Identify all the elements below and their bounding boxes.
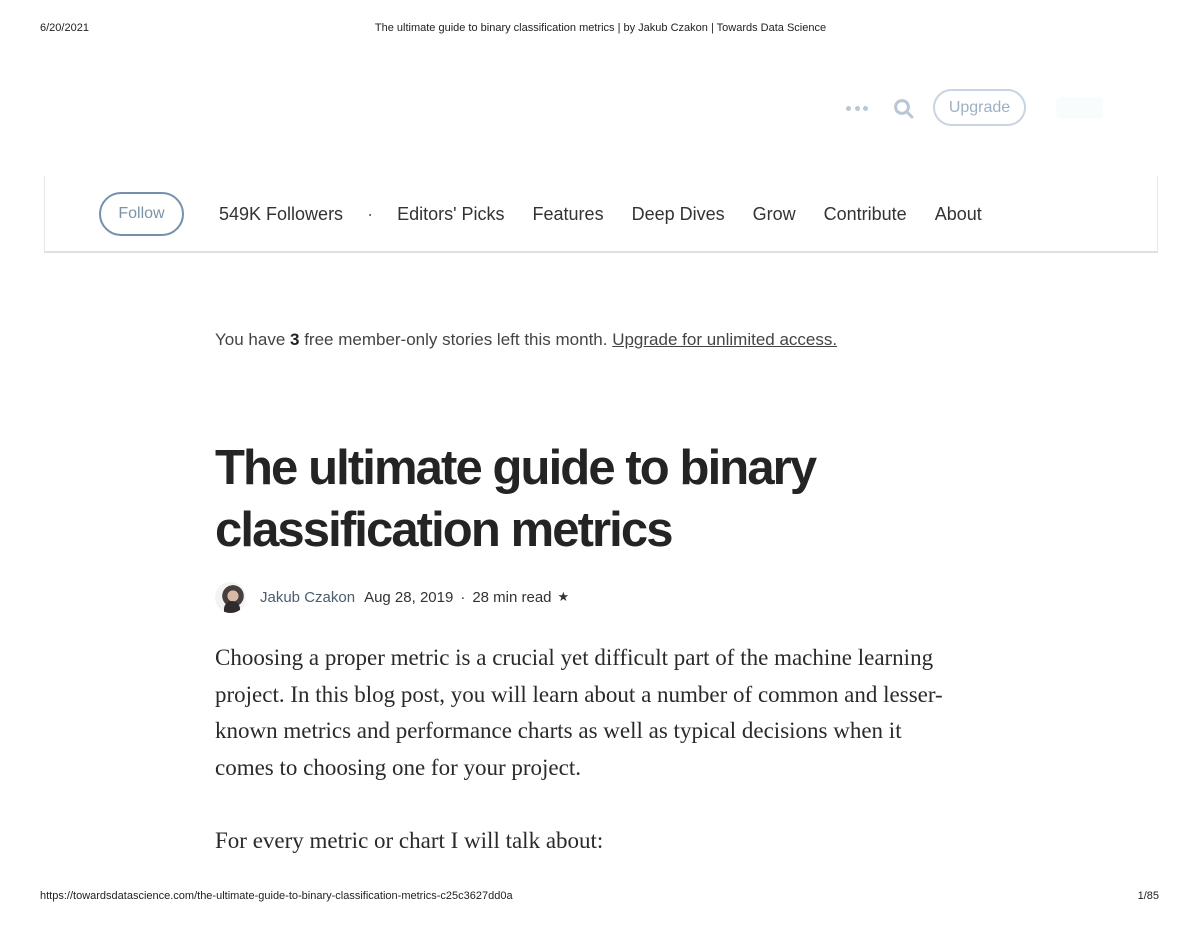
publish-date: Aug 28, 2019 <box>364 588 454 606</box>
member-notice-middle: free member-only stories left this month. <box>299 330 613 349</box>
read-time: 28 min read <box>472 588 552 606</box>
page-url: https://towardsdatascience.com/the-ultimate-guide-to-binary-classification-metrics-c25c3627dd0a <box>40 890 513 902</box>
upgrade-button[interactable]: Upgrade <box>933 89 1026 126</box>
article-title-line-1: The ultimate guide to binary <box>215 441 816 495</box>
publication-nav <box>44 176 1158 253</box>
print-title: The ultimate guide to binary classification metrics | by Jakub Czakon | Towards Data Science <box>374 22 827 34</box>
article-body <box>215 640 945 860</box>
page-number: 1/85 <box>1137 890 1159 902</box>
search-icon[interactable] <box>893 98 915 120</box>
more-dot-icon <box>855 106 860 111</box>
article-title <box>215 437 975 561</box>
more-dot-icon <box>846 106 851 111</box>
metrics-paragraph: For every metric or chart I will talk about: <box>215 828 604 853</box>
nav-separator: · <box>367 203 374 224</box>
member-notice-prefix: You have <box>215 330 290 349</box>
member-star-icon: ★ <box>557 589 570 604</box>
author-avatar[interactable] <box>215 582 246 613</box>
print-date: 6/20/2021 <box>40 22 89 34</box>
nav-link-contribute[interactable]: Contribute <box>823 203 907 224</box>
article-title-line-2: classification metrics <box>215 503 672 557</box>
byline-separator: · <box>460 588 466 606</box>
follow-button[interactable]: Follow <box>99 192 184 236</box>
article-byline <box>215 580 569 614</box>
author-link[interactable]: Jakub Czakon <box>260 588 356 606</box>
more-dot-icon <box>863 106 868 111</box>
profile-button[interactable] <box>1056 97 1103 119</box>
more-icon[interactable] <box>846 100 868 116</box>
free-stories-count: 3 <box>290 330 300 349</box>
nav-link-about[interactable]: About <box>934 203 982 224</box>
nav-link-deep-dives[interactable]: Deep Dives <box>631 203 725 224</box>
print-footer <box>0 890 1200 906</box>
nav-link-grow[interactable]: Grow <box>752 203 796 224</box>
intro-paragraph: Choosing a proper metric is a crucial yet difficult part of the machine learning project. In this blog post, you will learn about a number of common and lesser-known metrics and performance charts as well as typical decisions when it comes to choosing one for your project. <box>215 645 943 780</box>
top-actions <box>0 89 1200 127</box>
print-header <box>0 22 1200 38</box>
publication-links <box>219 202 982 226</box>
nav-link-features[interactable]: Features <box>532 203 604 224</box>
member-notice <box>215 330 837 350</box>
nav-link-editors-picks[interactable]: Editors' Picks <box>397 203 505 224</box>
followers-count[interactable]: 549K Followers <box>219 203 344 224</box>
upgrade-link[interactable]: Upgrade for unlimited access. <box>612 330 838 349</box>
